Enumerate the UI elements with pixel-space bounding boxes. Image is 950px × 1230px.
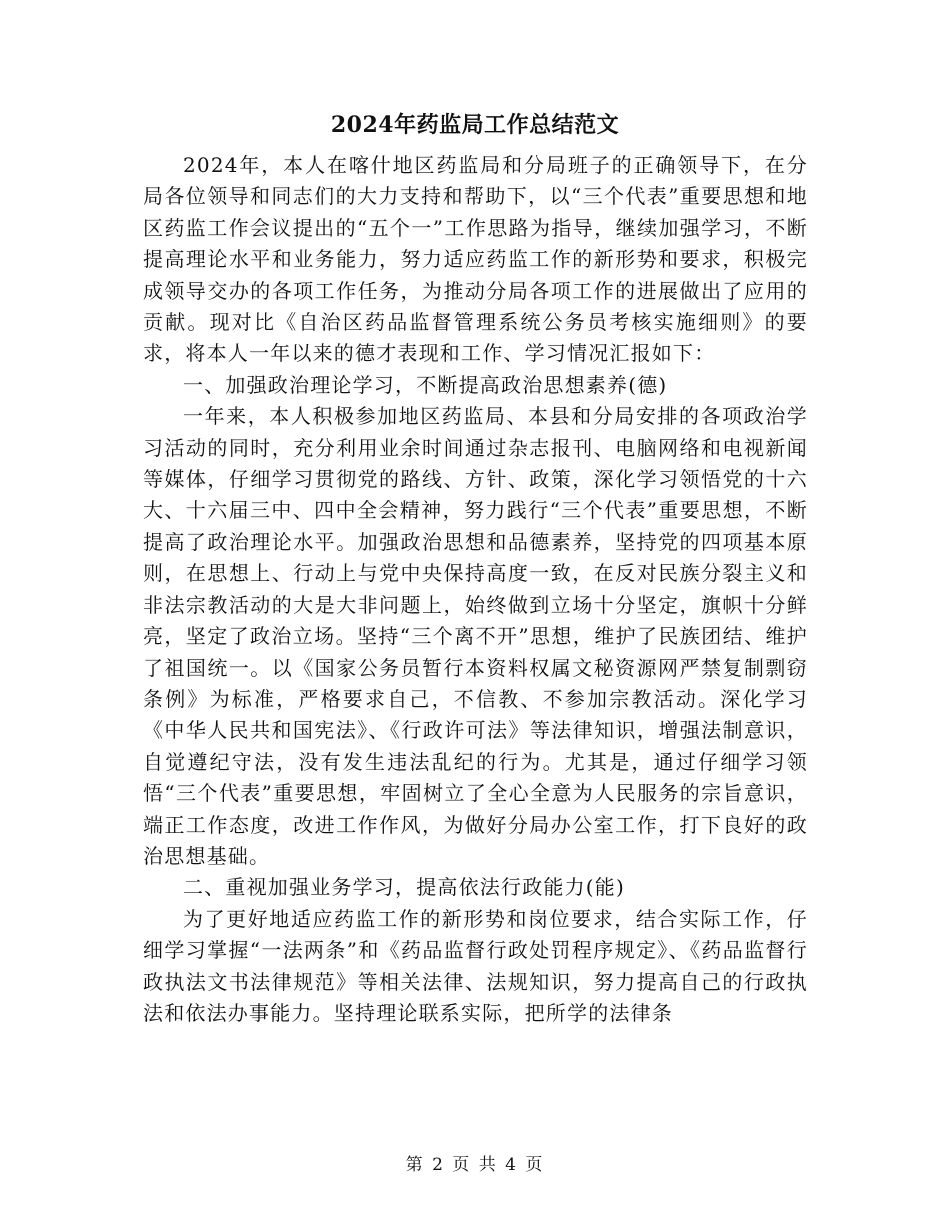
section-1-paragraph: 一年来，本人积极参加地区药监局、本县和分局安排的各项政治学习活动的同时，充分利用业余时间通过杂志报刊、电脑网络和电视新闻等媒体，仔细学习贯彻党的路线、方针、政策，深化学习领悟党的十六大、十六届三中、四中全会精神，努力践行“三个代表”重要思想，不断提高了政治理论水平。加强政治思想和品德素养，坚持党的四项基本原则，在思想上、行动上与党中央保持高度一致，在反对民族分裂主义和非法宗教活动的大是大非问题上，始终做到立场十分坚定，旗帜十分鲜亮，坚定了政治立场。坚持“三个离不开”思想，维护了民族团结、维护了祖国统一。以《国家公务员暂行本资料权属文秘资源网严禁复制剽窃条例》为标准，严格要求自己，不信教、不参加宗教活动。深化学习《中华人民共和国宪法》、《行政许可法》等法律知识，增强法制意识，自觉遵纪守法，没有发生违法乱纪的行为。尤其是，通过仔细学习领悟“三个代表”重要思想，牢固树立了全心全意为人民服务的宗旨意识，端正工作态度，改进工作作风，为做好分局办公室工作，打下良好的政治思想基础。 [143, 404, 808, 868]
section-heading-2: 二、重视加强业务学习，提高依法行政能力(能) [183, 875, 626, 900]
page-title: 2024年药监局工作总结范文 [330, 112, 620, 138]
document-body [143, 150, 808, 1029]
page-number-footer: 第 2 页 共 4 页 [405, 1155, 545, 1175]
intro-paragraph: 2024年，本人在喀什地区药监局和分局班子的正确领导下，在分局各位领导和同志们的大力支持和帮助下，以“三个代表”重要思想和地区药监工作会议提出的“五个一”工作思路为指导，继续加强学习，不断提高理论水平和业务能力，努力适应药监工作的新形势和要求，积极完成领导交办的各项工作任务，为推动分局各项工作的进展做出了应用的贡献。现对比《自治区药品监督管理系统公务员考核实施细则》的要求，将本人一年以来的德才表现和工作、学习情况汇报如下： [143, 153, 808, 366]
section-2-paragraph: 为了更好地适应药监工作的新形势和岗位要求，结合实际工作，仔细学习掌握“一法两条”和《药品监督行政处罚程序规定》、《药品监督行政执法文书法律规范》等相关法律、法规知识，努力提高自己的行政执法和依法办事能力。坚持理论联系实际，把所学的法律条 [143, 906, 808, 1025]
section-heading-1: 一、加强政治理论学习，不断提高政治思想素养(德) [183, 372, 668, 397]
